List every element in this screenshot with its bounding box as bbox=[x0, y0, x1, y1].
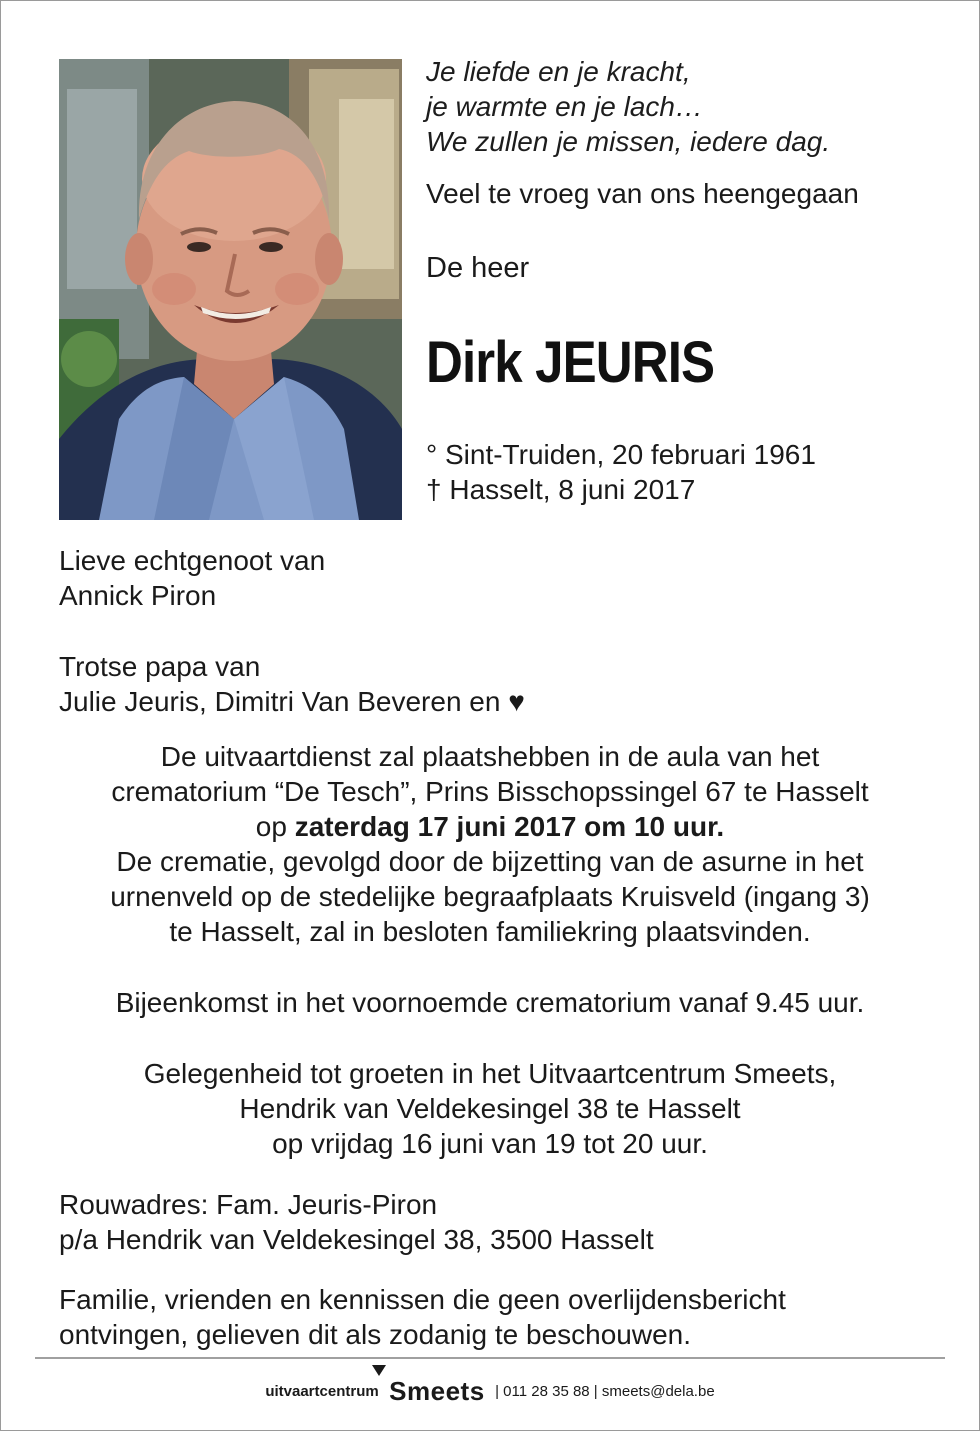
footer-contact: | 011 28 35 88 | smeets@dela.be bbox=[495, 1383, 715, 1400]
deceased-name: Dirk JEURIS bbox=[426, 330, 715, 395]
footer-divider bbox=[35, 1357, 945, 1359]
spouse-section bbox=[59, 543, 325, 613]
gathering-notice bbox=[30, 985, 950, 1020]
notice-line: Familie, vrienden en kennissen die geen overlijdensbericht bbox=[59, 1284, 786, 1315]
ceremony-line: De uitvaartdienst zal plaatshebben in de aula van het bbox=[160, 741, 820, 772]
memorial-poem bbox=[426, 54, 830, 159]
notice-line: ontvingen, gelieven dit als zodanig te beschouwen. bbox=[59, 1319, 691, 1350]
poem-line: Je liefde en je kracht, bbox=[426, 56, 691, 87]
ceremony-section bbox=[30, 739, 950, 949]
ceremony-line: De crematie, gevolgd door de bijzetting van de asurne in het bbox=[116, 846, 864, 877]
ceremony-line: te Hasselt, zal in besloten familiekring plaatsvinden. bbox=[169, 916, 811, 947]
funeral-home-footer bbox=[0, 1376, 980, 1407]
visitation-line: Hendrik van Veldekesingel 38 te Hasselt bbox=[239, 1093, 741, 1124]
visitation-section bbox=[30, 1056, 950, 1161]
poem-line: We zullen je missen, iedere dag. bbox=[426, 126, 831, 157]
spouse-intro: Lieve echtgenoot van bbox=[59, 545, 326, 576]
gathering-line: Bijeenkomst in het voornoemde crematorium vanaf 9.45 uur. bbox=[115, 987, 865, 1018]
children-section bbox=[59, 649, 525, 719]
children-names: Julie Jeuris, Dimitri Van Beveren en ♥ bbox=[59, 686, 525, 717]
life-dates bbox=[426, 437, 816, 507]
portrait-photo bbox=[59, 59, 402, 520]
tagline: Veel te vroeg van ons heengegaan bbox=[426, 178, 859, 209]
children-intro: Trotse papa van bbox=[59, 651, 261, 682]
triangle-down-icon bbox=[372, 1365, 386, 1376]
spouse-name: Annick Piron bbox=[59, 580, 217, 611]
visitation-line: Gelegenheid tot groeten in het Uitvaartcentrum Smeets, bbox=[143, 1058, 837, 1089]
closing-notice bbox=[59, 1282, 786, 1352]
honorific: De heer bbox=[426, 252, 530, 284]
visitation-line: op vrijdag 16 juni van 19 tot 20 uur. bbox=[272, 1128, 708, 1159]
ceremony-datetime-bold: zaterdag 17 juni 2017 om 10 uur. bbox=[294, 811, 725, 842]
birth-date: ° Sint-Truiden, 20 februari 1961 bbox=[426, 439, 816, 470]
death-date: † Hasselt, 8 juni 2017 bbox=[426, 474, 696, 505]
footer-brand: Smeets bbox=[389, 1376, 485, 1406]
footer-prefix: uitvaartcentrum bbox=[265, 1383, 379, 1400]
mourning-address bbox=[59, 1187, 654, 1257]
ceremony-line: crematorium “De Tesch”, Prins Bisschopssingel 67 te Hasselt bbox=[111, 776, 869, 807]
ceremony-datetime-prefix: op bbox=[255, 811, 295, 842]
ceremony-datetime bbox=[30, 809, 950, 844]
address-line: p/a Hendrik van Veldekesingel 38, 3500 Hasselt bbox=[59, 1224, 654, 1255]
poem-line: je warmte en je lach… bbox=[426, 91, 704, 122]
ceremony-line: urnenveld op de stedelijke begraafplaats Kruisveld (ingang 3) bbox=[110, 881, 870, 912]
address-line: Rouwadres: Fam. Jeuris-Piron bbox=[59, 1189, 438, 1220]
